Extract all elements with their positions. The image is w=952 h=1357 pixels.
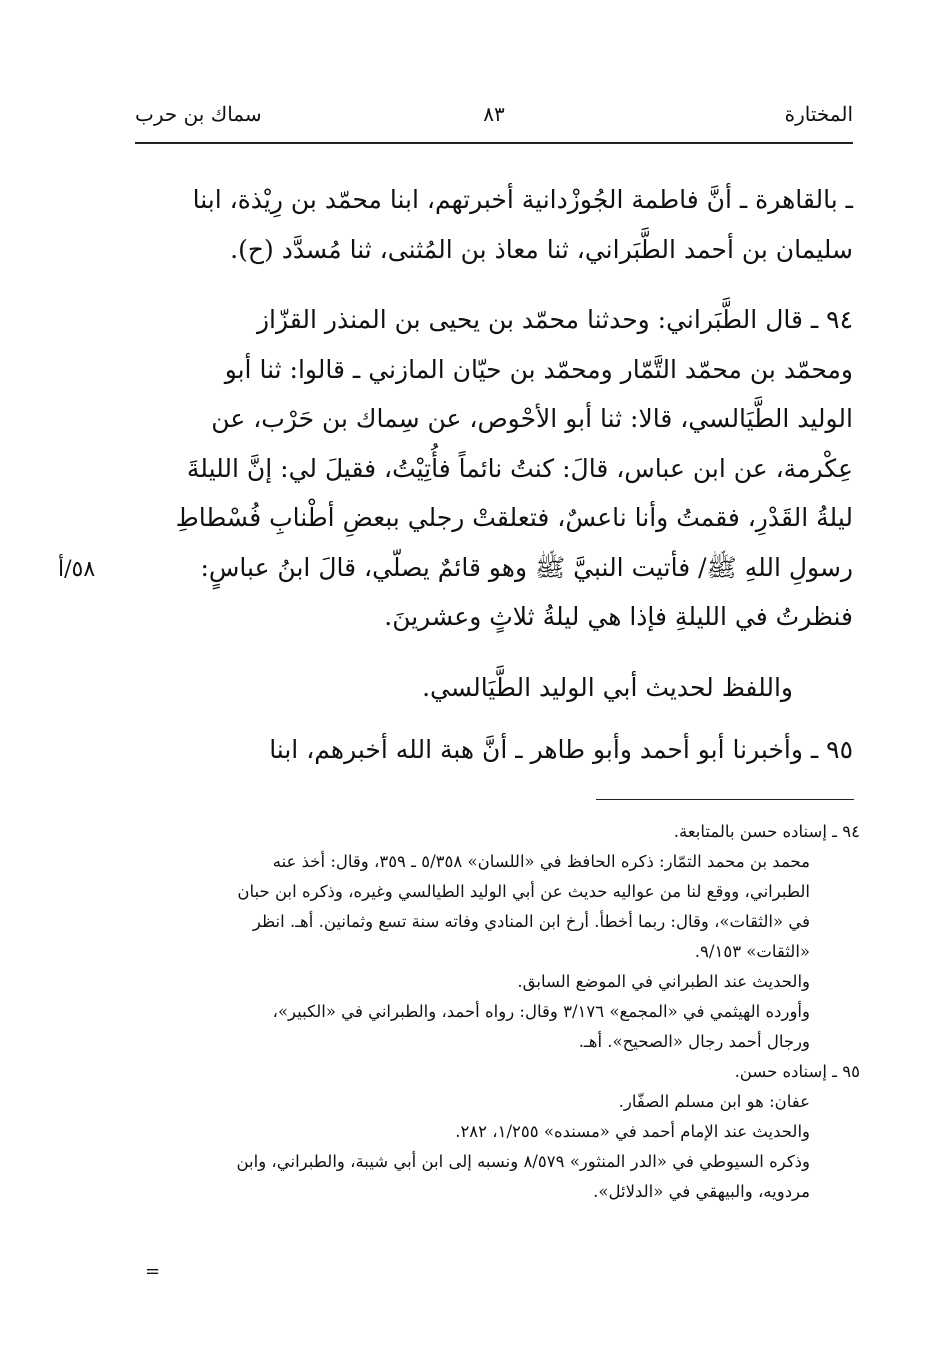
footnote-95-ahmad: والحديث عند الإمام أحمد في «مسنده» ١/٢٥٥، ٢٨٢. [455,1122,810,1141]
footnote-rule [596,799,854,800]
main-text [135,175,853,274]
footnote-95-head: ٩٥ ـ إسناده حسن. [734,1062,860,1081]
book-title: المختارة [784,102,853,126]
paragraph-wording: واللفظ لحديث أبي الوليد الطَّيَالسي. [422,673,793,702]
footnote-94-text: محمد بن محمد التمّار: ذكره الحافظ في «اللسان» ٥/٣٥٨ ـ ٣٥٩، وقال: أخذ عنه الطبراني، ووقع لنا من عواليه حديث عن أبي الوليد الطيالسي وغيره، وذكره ابن حبان في «الثقات»، وقال: ربما أخطأ. أرخ ابن المنادي وفاته سنة تسع وثمانين. أهـ. انظر «الثقات» ٩/١٥٣. [237,852,810,961]
paragraph-isnad: ـ بالقاهرة ـ أنَّ فاطمة الجُوزْدانية أخبرتهم، ابنا محمّد بن رِيْذة، ابنا سليمان بن أحمد الطَّبَراني، ثنا معاذ بن المُثنى، ثنا مُسدَّد (ح). [192,185,853,264]
chapter-title: سماك بن حرب [135,102,262,126]
footnote-94-head: ٩٤ ـ إسناده حسن بالمتابعة. [673,822,860,841]
footnotes [135,817,860,1207]
hadith-94 [135,295,853,642]
footnote-95-suyuti: وذكره السيوطي في «الدر المنثور» ٨/٥٧٩ ونسبه إلى ابن أبي شيبة، والطبراني، وابن مردويه، والبيهقي في «الدلائل». [236,1152,810,1201]
running-header [135,100,853,140]
continuation-mark: = [145,1261,161,1282]
wording-note [135,663,853,713]
footnote-95-affan: عفان: هو ابن مسلم الصفّار. [618,1092,810,1111]
page-number: ٨٣ [483,102,505,126]
footnote-94-source: والحديث عند الطبراني في الموضع السابق. [517,972,810,991]
hadith-95 [135,725,853,775]
footnote-94-haythami: وأورده الهيثمي في «المجمع» ٣/١٧٦ وقال: رواه أحمد، والطبراني في «الكبير»، ورجال أحمد رجال «الصحيح». أهـ. [272,1002,810,1051]
paragraph-hadith-94: ٩٤ ـ قال الطَّبَراني: وحدثنا محمّد بن يحيى بن المنذر القزّاز ومحمّد بن محمّد التَّمّار ومحمّد بن حيّان المازني ـ قالوا: ثنا أبو الوليد الطَّيَالسي، قالا: ثنا أبو الأحْوص، عن سِماك بن حَرْب، عن عِكْرمة، عن ابن عباس، قالَ: كنتُ نائماً فأُتِيْتُ، فقيلَ لي: إنَّ الليلةَ ليلةُ القَدْرِ، فقمتُ وأنا ناعسٌ، فتعلقتْ رجلي ببعضِ أطْنابِ فُسْطاطِ رسولِ اللهِ ﷺ/ فأتيت النبيَّ ﷺ وهو قائمٌ يصلّي، قالَ ابنُ عباسٍ: فنظرتُ في الليلةِ فإذا هي ليلةُ ثلاثٍ وعشرينَ. [175,305,853,631]
paragraph-hadith-95: ٩٥ ـ وأخبرنا أبو أحمد وأبو طاهر ـ أنَّ هبة الله أخبرهم، ابنا [269,735,853,764]
manuscript-folio-note: ٥٨/أ [58,557,96,582]
header-rule [135,142,853,144]
